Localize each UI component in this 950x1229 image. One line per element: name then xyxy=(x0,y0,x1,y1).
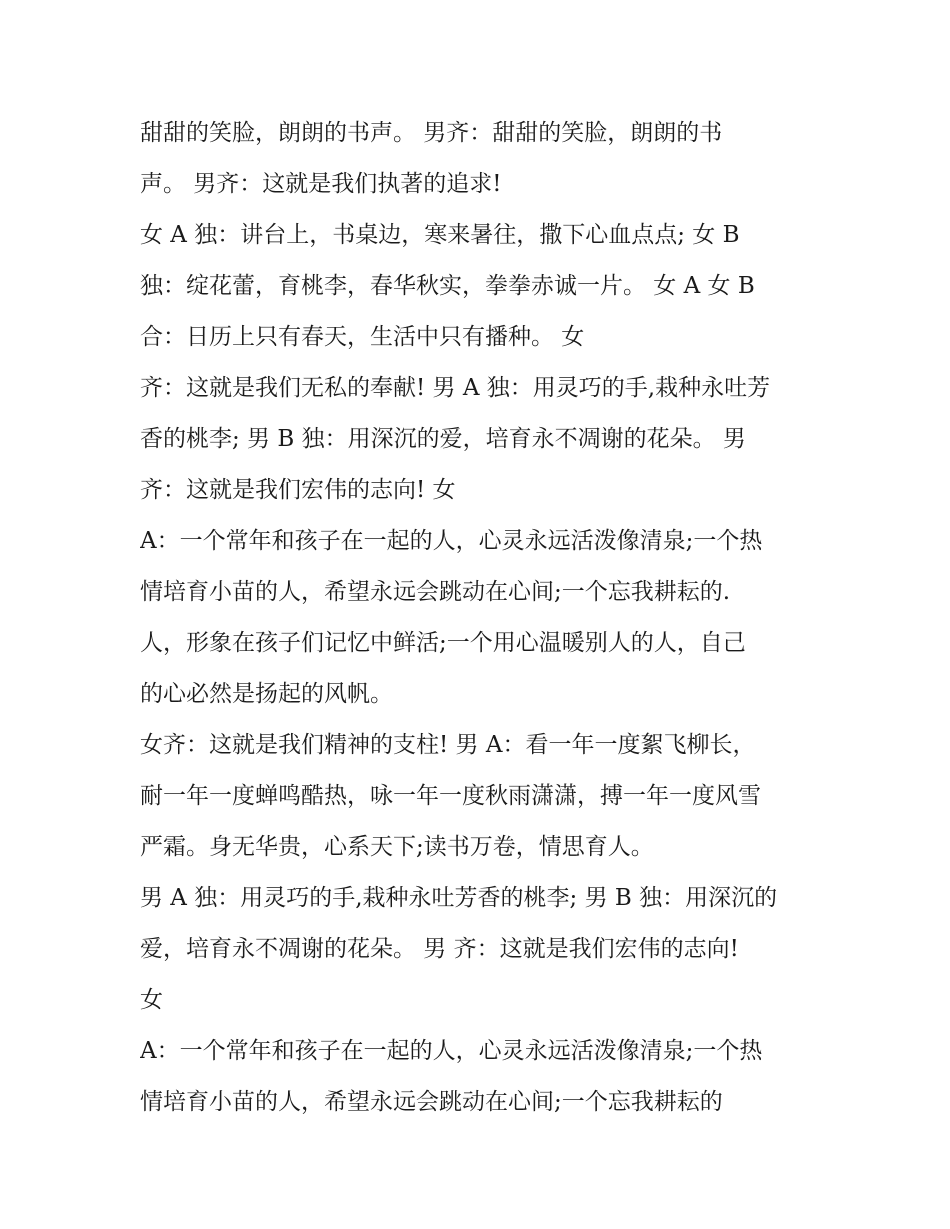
text-line-2: 声。 男齐：这就是我们执著的追求! xyxy=(140,171,502,197)
text-line-16: 男 A 独：用灵巧的手,栽种永吐芳香的桃李; 男 B 独：用深沉的 xyxy=(140,885,778,911)
text-line-13: 女齐：这就是我们精神的支柱! 男 A：看一年一度絮飞柳长， xyxy=(140,732,756,758)
text-line-18: 女 xyxy=(140,987,163,1013)
text-line-14: 耐一年一度蝉鸣酷热，咏一年一度秋雨潇潇，搏一年一度风雪 xyxy=(140,783,761,809)
text-line-10: 情培育小苗的人，希望永远会跳动在心间;一个忘我耕耘的. xyxy=(140,579,731,605)
text-line-15: 严霜。身无华贵，心系天下;读书万卷，情思育人。 xyxy=(140,834,654,860)
text-line-11: 人，形象在孩子们记忆中鲜活;一个用心温暖别人的人，自己 xyxy=(140,630,746,656)
text-line-7: 香的桃李; 男 B 独：用深沉的爱，培育永不凋谢的花朵。 男 xyxy=(140,426,746,452)
text-line-9: A：一个常年和孩子在一起的人，心灵永远活泼像清泉;一个热 xyxy=(140,528,763,554)
text-line-17: 爱，培育永不凋谢的花朵。 男 齐：这就是我们宏伟的志向! xyxy=(140,936,739,962)
text-line-1: 甜甜的笑脸，朗朗的书声。 男齐：甜甜的笑脸，朗朗的书 xyxy=(140,120,723,146)
document-body xyxy=(140,108,830,1128)
text-line-8: 齐：这就是我们宏伟的志向! 女 xyxy=(140,477,456,503)
text-line-19: A：一个常年和孩子在一起的人，心灵永远活泼像清泉;一个热 xyxy=(140,1038,763,1064)
text-line-5: 合：日历上只有春天，生活中只有播种。 女 xyxy=(140,324,585,350)
text-line-12: 的心必然是扬起的风帆。 xyxy=(140,681,393,707)
text-line-4: 独：绽花蕾，育桃李，春华秋实，拳拳赤诚一片。 女 A 女 B xyxy=(140,273,755,299)
text-line-3: 女 A 独：讲台上，书桌边，寒来暑往，撒下心血点点; 女 B xyxy=(140,222,740,248)
text-line-20: 情培育小苗的人，希望永远会跳动在心间;一个忘我耕耘的 xyxy=(140,1089,723,1115)
text-line-6: 齐：这就是我们无私的奉献! 男 A 独：用灵巧的手,栽种永吐芳 xyxy=(140,375,771,401)
